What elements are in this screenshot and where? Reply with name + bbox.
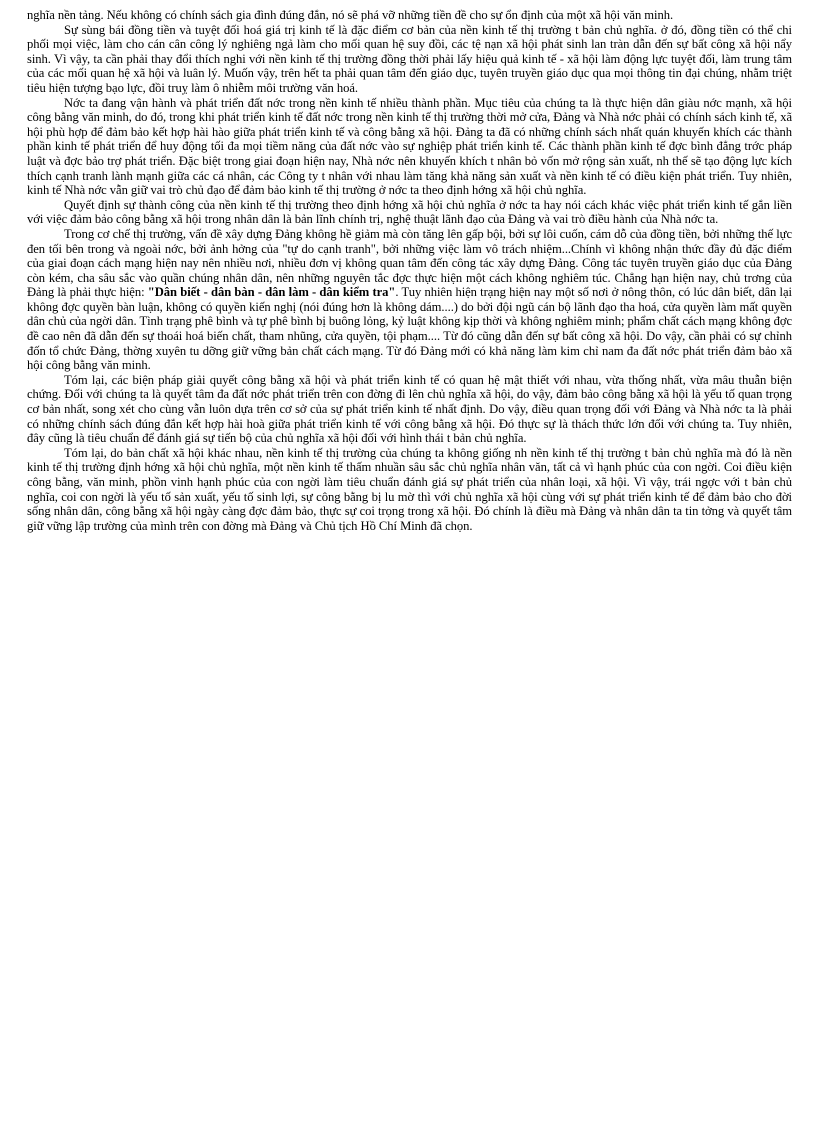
paragraph-3-text: Quyết định sự thành công của nền kinh tế thị trường theo định hớng xã hội chủ nghĩa ở nớc ta hay nói cách khác việc phát triển kinh tế gắn liền với việc đảm bảo công bằng xã hội trong nhân dân là bản lĩnh chính trị, nghệ thuật lãnh đạo của Đảng và vai trò điều hành của Nhà nớc ta. bbox=[27, 197, 792, 227]
paragraph-0-text: nghĩa nền tảng. Nếu không có chính sách gia đình đúng đắn, nó sẽ phá vỡ những tiền đề cho sự ổn định của một xã hội văn minh. bbox=[27, 8, 674, 22]
paragraph-4 bbox=[27, 227, 792, 373]
paragraph-4-text-b: . Tuy nhiên hiện trạng hiện nay một số nơi ở nông thôn, có lúc dân biết, dân lại không đợc quyền bàn luận, không có quyền kiến nghị (nói đúng hơn là không dám....) do bởi đội ngũ cán bộ lãnh đạo tha hoá, cửa quyền làm mất quyền dân chủ của ngời dân. Tình trạng phê bình và tự phê bình bị buông lỏng, kỷ luật không kịp thời và không nghiêm minh; phẩm chất cách mạng không đợc đề cao nên đã dẫn đến sự thoái hoá biến chất, tham nhũng, cửa quyền, tội phạm.... Từ đó cũng dẫn đến sự bất công xã hội. Do vậy, cần phải có sự chỉnh đốn tổ chức Đảng, thờng xuyên tu dỡng giữ vững bản chất cách mạng. Từ đó Đảng mới có khả năng làm kim chỉ nam đa đất nớc phát triển đảm bảo xã hội công bằng văn minh. bbox=[27, 285, 792, 373]
paragraph-3 bbox=[27, 198, 792, 227]
paragraph-6-text: Tóm lại, do bản chất xã hội khác nhau, nền kinh tế thị trường của chúng ta không giống nh nền kinh tế thị trường t bản chủ nghĩa mà đó là nền kinh tế thị trường định hớng xã hội chủ nghĩa, một nền kinh tế thấm nhuần sâu sắc chủ nghĩa nhân văn, tất cả vì hạnh phúc của con ngời. Coi điều kiện công bằng, văn minh, phồn vinh hạnh phúc của con ngời làm tiêu chuẩn đánh giá sự phát triển của nhân loại, xã hội. Vì vậy, trái ngợc với t bản chủ nghĩa, coi con ngời là yếu tố sản xuất, yếu tố sinh lợi, sự công bằng bị lu mờ thì với chủ nghĩa xã hội cùng với sự phát triển kinh tế để đảm bảo cho đời sống nhân dân, công bằng xã hội ngày càng đợc đảm bảo, thực sự coi trọng trong xã hội. Đó chính là điều mà Đảng và nhân dân ta tin tởng và quyết tâm giữ vững lập trường của mình trên con đờng mà Đảng và Chủ tịch Hồ Chí Minh đã chọn. bbox=[27, 445, 792, 533]
paragraph-4-text-a: Trong cơ chế thị trường, vấn đề xây dựng Đảng không hề giảm mà còn tăng lên gấp bội, bởi sự lôi cuốn, cám dỗ của đồng tiền, bởi những thế lực đen tối bên trong và ngoài nớc, bởi ảnh hởng của "tự do cạnh tranh", bởi những việc làm vô trách nhiệm...Chính vì không nhận thức đầy đủ đặc điểm của giai đoạn cách mạng hiện nay nên nhiều nơi, nhiều đơn vị không quan tâm đến công tác xây dựng Đảng. Công tác tuyên truyền giáo dục của Đảng còn kém, cha sâu sắc vào quần chúng nhân dân, nên những nguyên tắc đợc thực hiện một cách không nghiêm túc. Chẳng hạn hiện nay, chủ trơng của Đảng là phải thực hiện: bbox=[27, 226, 792, 300]
paragraph-5 bbox=[27, 373, 792, 446]
paragraph-4-bold-slogan: "Dân biết - dân bàn - dân làm - dân kiểm tra" bbox=[147, 285, 396, 300]
paragraph-5-text: Tóm lại, các biện pháp giải quyết công bằng xã hội và phát triển kinh tế có quan hệ mật thiết với nhau, vừa thống nhất, vừa mâu thuẫn biện chứng. Đối với chúng ta là quyết tâm đa đất nớc phát triển trên con đờng đi lên chủ nghĩa xã hội, do vậy, đảm bảo công bằng xã hội là yếu tố quan trọng cơ bản nhất, song xét cho cùng vẫn luôn dựa trên cơ sở của sự phát triển kinh tế nhất định. Do vậy, điều quan trọng đối với Đảng và Nhà nớc ta là phải có những chính sách đúng đắn kết hợp hài hoà giữa phát triển kinh tế với công bằng xã hội. Đó thực sự là thách thức lớn đối với chúng ta. Tuy nhiên, đây cũng là tiêu chuẩn để đánh giá sự tiến bộ của chủ nghĩa xã hội đối với hình thái t bản chủ nghĩa. bbox=[27, 372, 792, 446]
paragraph-2-text: Nớc ta đang vận hành và phát triển đất nớc trong nền kinh tế nhiều thành phần. Mục tiêu của chúng ta là thực hiện dân giàu nớc mạnh, xã hội công bằng văn minh, do đó, trong khi phát triển kinh tế đất nớc trong nền kinh tế thị trường thời mở cửa, Đảng và Nhà nớc phải có chính sách kinh tế, xã hội phù hợp để đảm bảo kết hợp hài hào giữa phát triển kinh tế và công bằng xã hội. Đảng ta đã có những chính sách nhất quán khuyến khích các thành phần kinh tế phát triển để huy động tối đa mọi tiềm năng của đất nớc vào sự nghiệp phát triển kinh tế. Các thành phần kinh tế đợc bình đẳng trớc pháp luật và đợc bảo trợ phát triển. Đặc biệt trong giai đoạn hiện nay, Nhà nớc nên khuyến khích t nhân bỏ vốn mở rộng sản xuất, nh thế sẽ tạo động lực kích thích cạnh tranh lành mạnh giữa các cá nhân, các Công ty t nhân với nhau làm tăng khả năng sản xuất và nền kinh tế có điều kiện phát triển. Tuy nhiên, kinh tế Nhà nớc vẫn giữ vai trò chủ đạo để đảm bảo kinh tế thị trường ở nớc ta theo định hớng xã hội chủ nghĩa. bbox=[27, 95, 792, 198]
paragraph-1-text: Sự sùng bái đồng tiền và tuyệt đối hoá giá trị kinh tế là đặc điểm cơ bản của nền kinh tế thị trường t bản chủ nghĩa. ở đó, đồng tiền có thể chi phối mọi việc, làm cho cán cân công lý nghiêng ngả làm cho mối quan hệ suy đồi, các tệ nạn xã hội phát sinh lan tràn dẫn đến sự bất công xã hội nẩy sinh. Vì vậy, ta cần phải thay đổi thích nghi với nền kinh tế thị trường đồng thời phải lấy hiệu quả kinh tế - xã hội làm động lực tuyệt đối, làm trung tâm của các mối quan hệ xã hội và luân lý. Muốn vậy, trên hết ta phải quan tâm đến giáo dục, tuyên truyền giáo dục qua mọi thông tin đại chúng, nhằm triệt tiêu hiện tượng bạo lực, đồi truỵ làm ô nhiễm môi trường văn hoá. bbox=[27, 22, 792, 95]
document-page bbox=[27, 8, 792, 533]
paragraph-2 bbox=[27, 96, 792, 198]
paragraph-6 bbox=[27, 446, 792, 534]
paragraph-1 bbox=[27, 23, 792, 96]
paragraph-0 bbox=[27, 8, 792, 23]
